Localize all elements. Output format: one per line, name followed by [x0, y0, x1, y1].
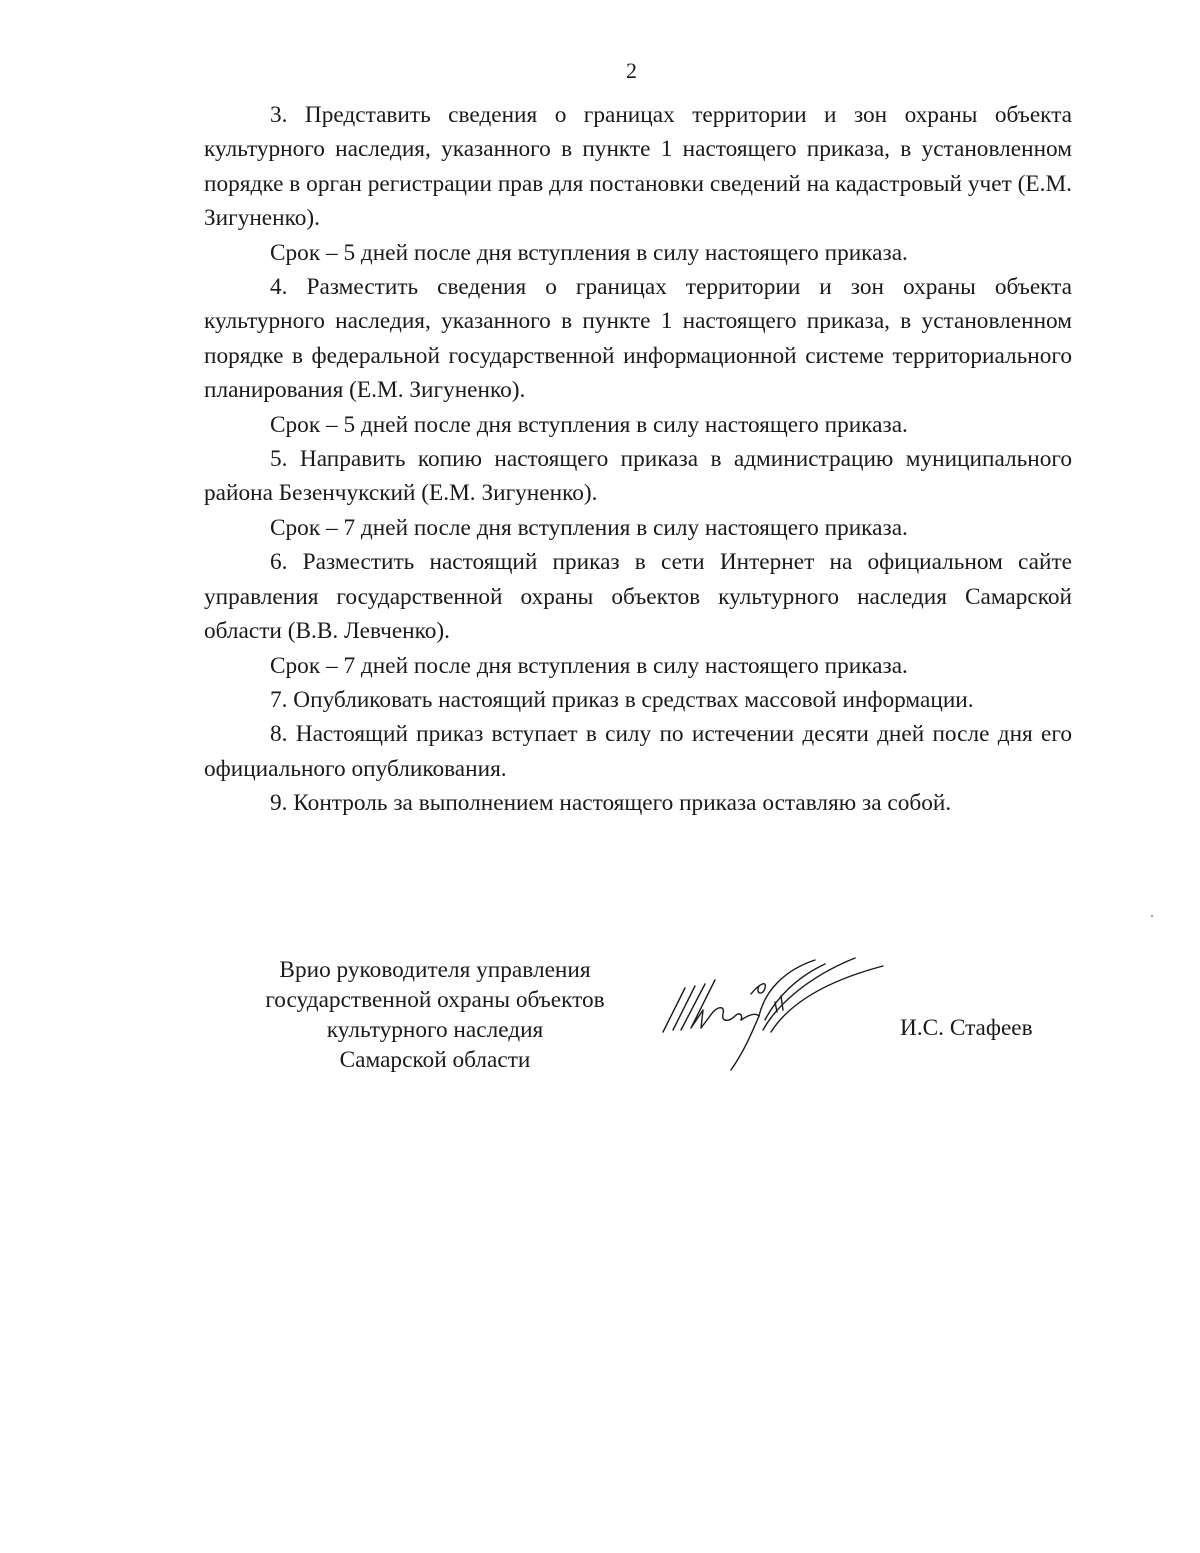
signature-stroke [713, 1008, 742, 1021]
signature-stroke [741, 1014, 759, 1020]
signer-name: И.С. Стафеев [900, 1015, 1033, 1041]
paragraph-item-5: 5. Направить копию настоящего приказа в администрацию муниципального района Безенчукский (Е.М. Зигуненко). [204, 446, 1072, 507]
handwritten-signature [655, 950, 890, 1075]
signatory-title-line: государственной охраны объектов [265, 987, 605, 1013]
order-body [204, 98, 1072, 821]
paragraph-item-8: 8. Настоящий приказ вступает в силу по истечении десяти дней после дня его официального опубликования. [204, 721, 1072, 782]
signature-stroke [751, 984, 765, 994]
deadline-item-6: Срок – 7 дней после дня вступления в силу настоящего приказа. [270, 652, 908, 679]
scan-speck [1151, 915, 1153, 917]
deadline-item-5: Срок – 7 дней после дня вступления в силу настоящего приказа. [270, 514, 908, 541]
deadline-item-4: Срок – 5 дней после дня вступления в силу настоящего приказа. [270, 411, 908, 438]
paragraph-item-7: 7. Опубликовать настоящий приказ в средствах массовой информации. [270, 686, 974, 713]
signatory-title-line: Врио руководителя управления [279, 957, 591, 983]
signatory-title-line: культурного наследия [326, 1017, 544, 1043]
paragraph-item-6: 6. Разместить настоящий приказ в сети Интернет на официальном сайте управления государственной охраны объектов культурного наследия Самарской области (В.В. Левченко). [204, 549, 1072, 645]
signatory-title-line: Самарской области [339, 1047, 531, 1073]
signatory-title [230, 955, 640, 1075]
signature-stroke [663, 988, 685, 1032]
signature-stroke [763, 958, 855, 1030]
paragraph-item-3: 3. Представить сведения о границах территории и зон охраны объекта культурного наследия, указанного в пункте 1 настоящего приказа, в установленном порядке в орган регистрации прав для постановки сведений на кадастровый учет (Е.М. Зигуненко). [204, 102, 1072, 232]
deadline-item-3: Срок – 5 дней после дня вступления в силу настоящего приказа. [270, 239, 908, 266]
signature-stroke [731, 1016, 759, 1070]
paragraph-item-9: 9. Контроль за выполнением настоящего приказа оставляю за собой. [270, 790, 952, 817]
page-number: 2 [626, 58, 637, 83]
signature-stroke [759, 960, 815, 1016]
paragraph-item-4: 4. Разместить сведения о границах территории и зон охраны объекта культурного наследия, указанного в пункте 1 настоящего приказа, в установленном порядке в федеральной государственной информационной системе территориального планирования (Е.М. Зигуненко). [204, 274, 1072, 404]
